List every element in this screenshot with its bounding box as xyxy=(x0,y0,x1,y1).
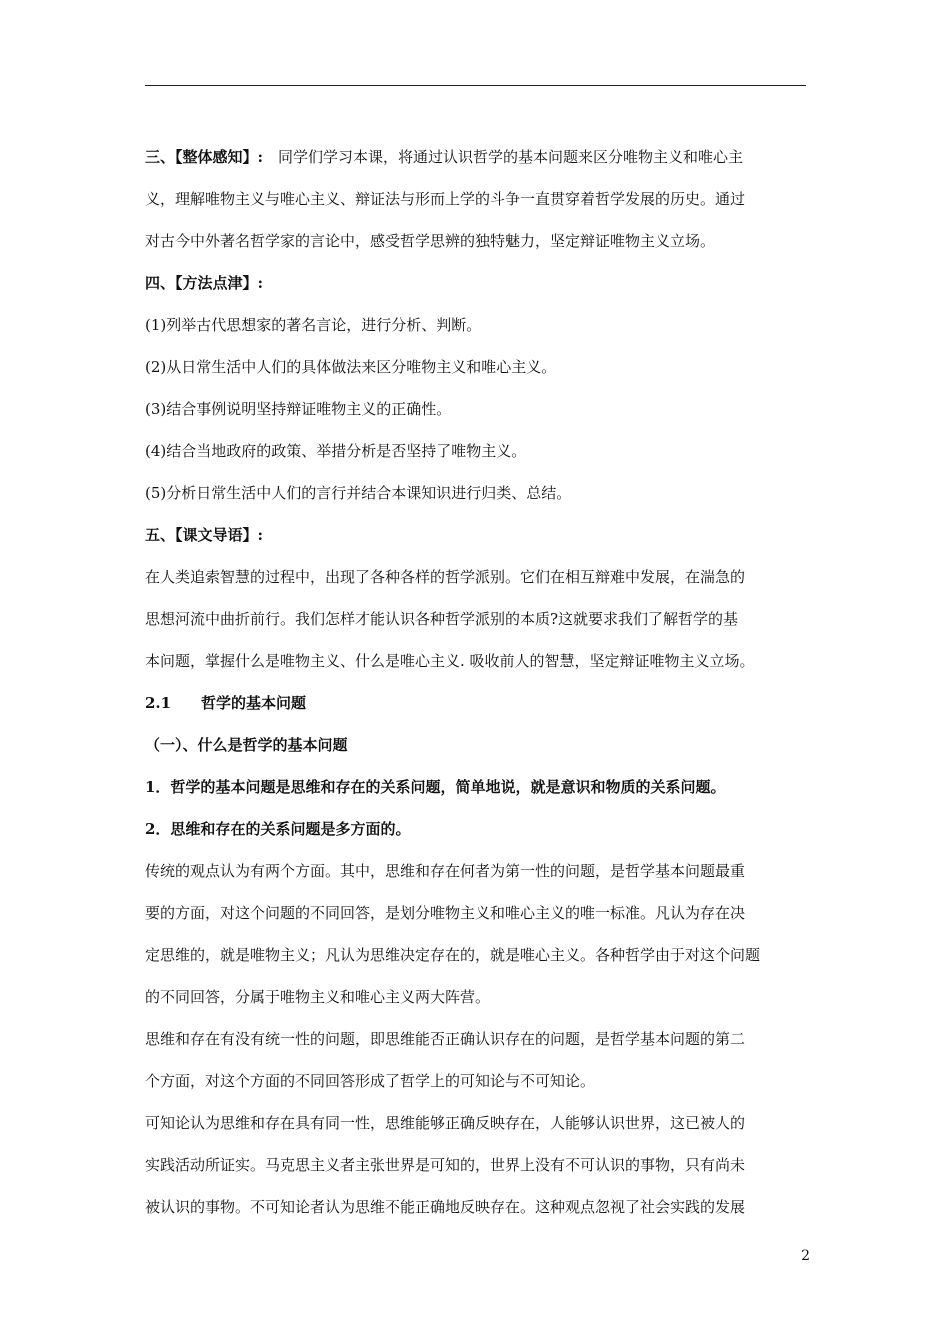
section3-text: 同学们学习本课，将通过认识哲学的基本问题来区分唯物主义和唯心主 xyxy=(263,148,744,166)
paragraph-line: 的不同回答，分属于唯物主义和唯心主义两大阵营。 xyxy=(145,988,491,1006)
subheading: （一）、什么是哲学的基本问题 xyxy=(145,736,348,754)
section3-text: 对古今中外著名哲学家的言论中，感受哲学思辨的独特魅力，坚定辩证唯物主义立场。 xyxy=(145,232,716,250)
method-item: (1)列举古代思想家的著名言论，进行分析、判断。 xyxy=(145,316,482,334)
section-title xyxy=(145,682,807,724)
method-item: (4)结合当地政府的政策、举措分析是否坚持了唯物主义。 xyxy=(145,442,527,460)
intro-text: 思想河流中曲折前行。我们怎样才能认识各种哲学派别的本质?这就要求我们了解哲学的基 xyxy=(145,610,739,628)
page-number: 2 xyxy=(801,1248,810,1264)
section5-heading: 五、【课文导语】: xyxy=(145,526,264,544)
method-item: (3)结合事例说明坚持辩证唯物主义的正确性。 xyxy=(145,400,452,418)
paragraph-line: 被认识的事物。不可知论者认为思维不能正确地反映存在。这种观点忽视了社会实践的发展 xyxy=(145,1198,746,1216)
method-item: (2)从日常生活中人们的具体做法来区分唯物主义和唯心主义。 xyxy=(145,358,557,376)
paragraph-line: 传统的观点认为有两个方面。其中，思维和存在何者为第一性的问题，是哲学基本问题最重 xyxy=(145,862,746,880)
section3-text: 义，理解唯物主义与唯心主义、辩证法与形而上学的斗争一直贯穿着哲学发展的历史。通过 xyxy=(145,190,746,208)
paragraph-line: 要的方面，对这个问题的不同回答，是划分唯物主义和唯心主义的唯一标准。凡认为存在决 xyxy=(145,904,746,922)
paragraph-line: 个方面，对这个方面的不同回答形成了哲学上的可知论与不可知论。 xyxy=(145,1072,596,1090)
section4-heading: 四、【方法点津】: xyxy=(145,274,264,292)
method-item: (5)分析日常生活中人们的言行并结合本课知识进行归类、总结。 xyxy=(145,484,572,502)
paragraph-line: 定思维的，就是唯物主义；凡认为思维决定存在的，就是唯心主义。各种哲学由于对这个问题 xyxy=(145,946,761,964)
page-content xyxy=(145,136,807,1228)
section-number: 2.1 xyxy=(145,694,172,712)
header-rule xyxy=(145,85,806,86)
intro-text: 本问题，掌握什么是唯物主义、什么是唯心主义. 吸收前人的智慧，坚定辩证唯物主义立场。 xyxy=(145,652,755,670)
section3-heading: 三、【整体感知】: xyxy=(145,148,264,166)
paragraph-line: 实践活动所证实。马克思主义者主张世界是可知的，世界上没有不可认识的事物，只有尚未 xyxy=(145,1156,746,1174)
section-title-text: 哲学的基本问题 xyxy=(201,694,307,712)
paragraph-line: 可知论认为思维和存在具有同一性，思维能够正确反映存在，人能够认识世界，这已被人的 xyxy=(145,1114,746,1132)
intro-text: 在人类追索智慧的过程中，出现了各种各样的哲学派别。它们在相互辩难中发展，在湍急的 xyxy=(145,568,746,586)
section3-first-line xyxy=(145,136,807,178)
point-1: 1．哲学的基本问题是思维和存在的关系问题，简单地说，就是意识和物质的关系问题。 xyxy=(145,778,726,796)
point-2: 2．思维和存在的关系问题是多方面的。 xyxy=(145,820,411,838)
paragraph-line: 思维和存在有没有统一性的问题，即思维能否正确认识存在的问题，是哲学基本问题的第二 xyxy=(145,1030,746,1048)
